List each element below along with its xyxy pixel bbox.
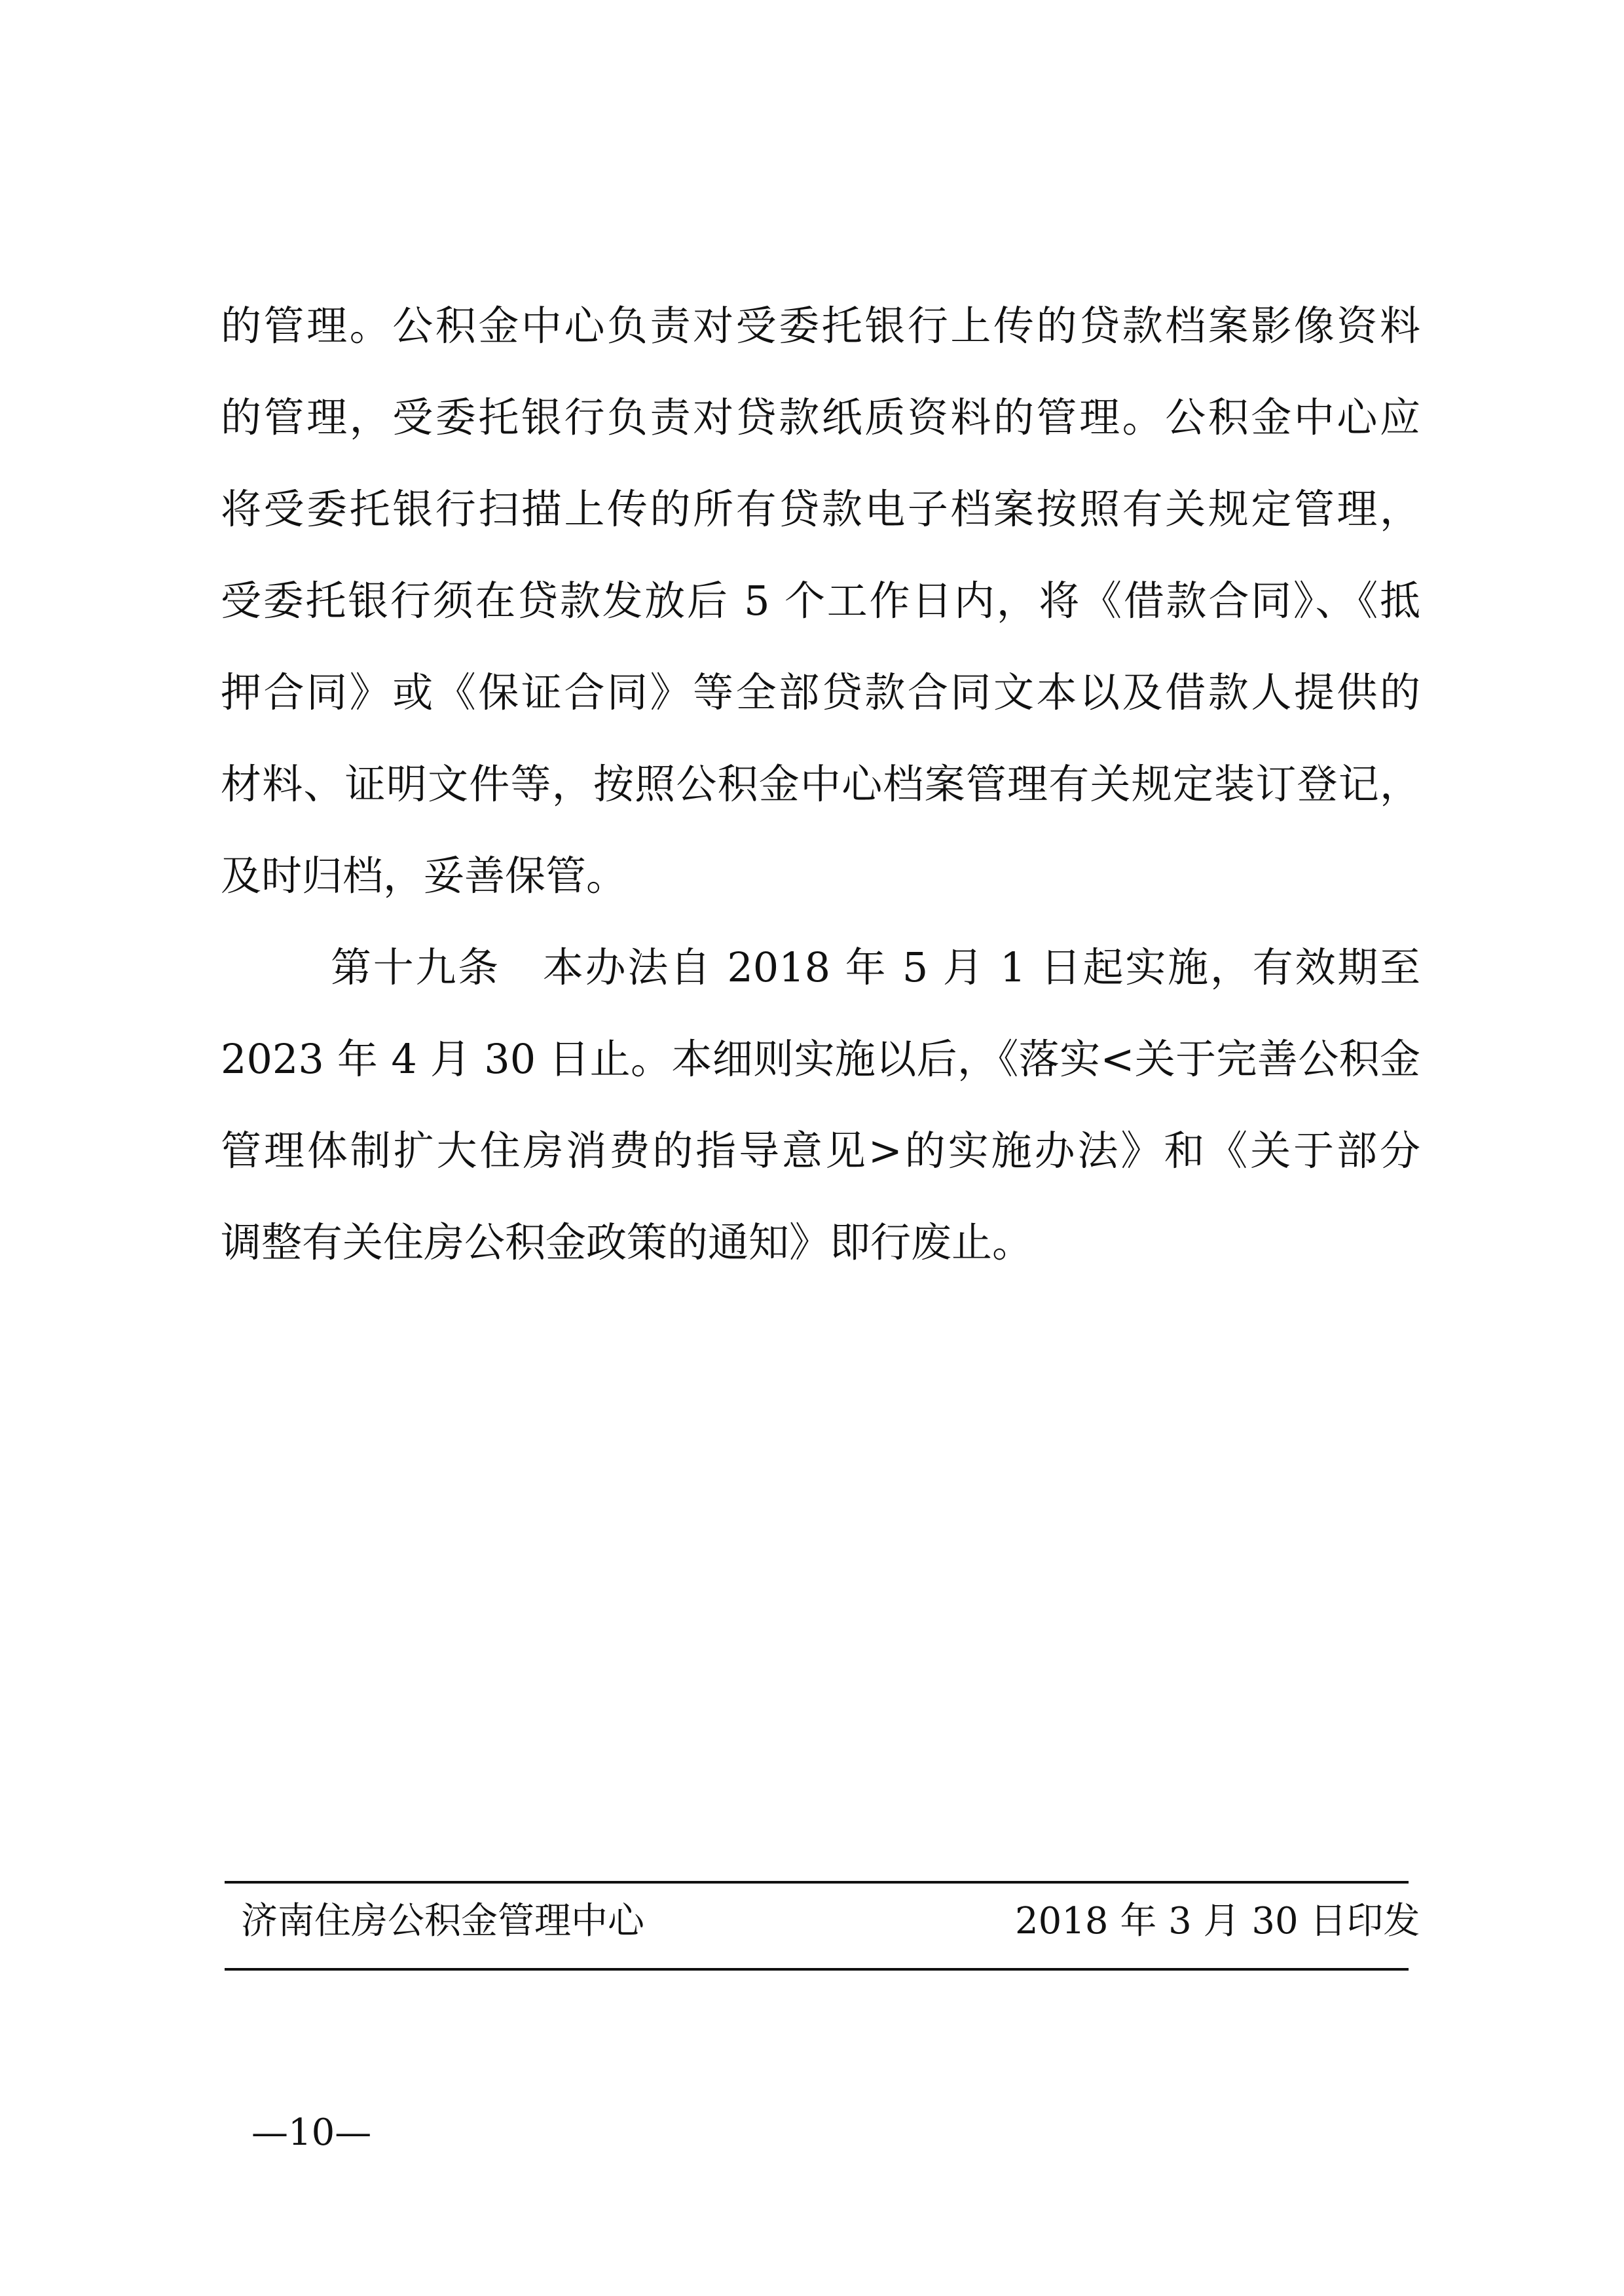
issuer-name: 济南住房公积金管理中心 — [241, 1900, 644, 1942]
text-line: 管理体制扩大住房消费的指导意见>的实施办法》和《关于部分 — [221, 1127, 1420, 1175]
text-line: 的管理。公积金中心负责对受委托银行上传的贷款档案影像资料 — [221, 302, 1420, 350]
text-line: 将受委托银行扫描上传的所有贷款电子档案按照有关规定管理， — [221, 485, 1420, 533]
text-line: 调整有关住房公积金政策的通知》即行废止。 — [221, 1218, 1033, 1266]
text-line: 受委托银行须在贷款发放后 5 个工作日内，将《借款合同》、《抵 — [221, 577, 1420, 625]
page-number: —10— — [251, 2111, 372, 2154]
text-line: 押合同》或《保证合同》等全部贷款合同文本以及借款人提供的 — [221, 668, 1420, 716]
text-line: 材料、证明文件等，按照公积金中心档案管理有关规定装订登记， — [221, 760, 1420, 808]
footer-top-rule — [225, 1881, 1409, 1884]
text-line: 及时归档，妥善保管。 — [221, 852, 627, 900]
text-line: 2023 年 4 月 30 日止。本细则实施以后，《落实<关于完善公积金 — [221, 1035, 1420, 1083]
issue-date: 2018 年 3 月 30 日印发 — [1015, 1900, 1420, 1942]
article-heading-line: 第十九条 本办法自 2018 年 5 月 1 日起实施，有效期至 — [331, 943, 1420, 991]
text-line: 的管理，受委托银行负责对贷款纸质资料的管理。公积金中心应 — [221, 393, 1420, 441]
footer-bottom-rule — [225, 1968, 1409, 1971]
